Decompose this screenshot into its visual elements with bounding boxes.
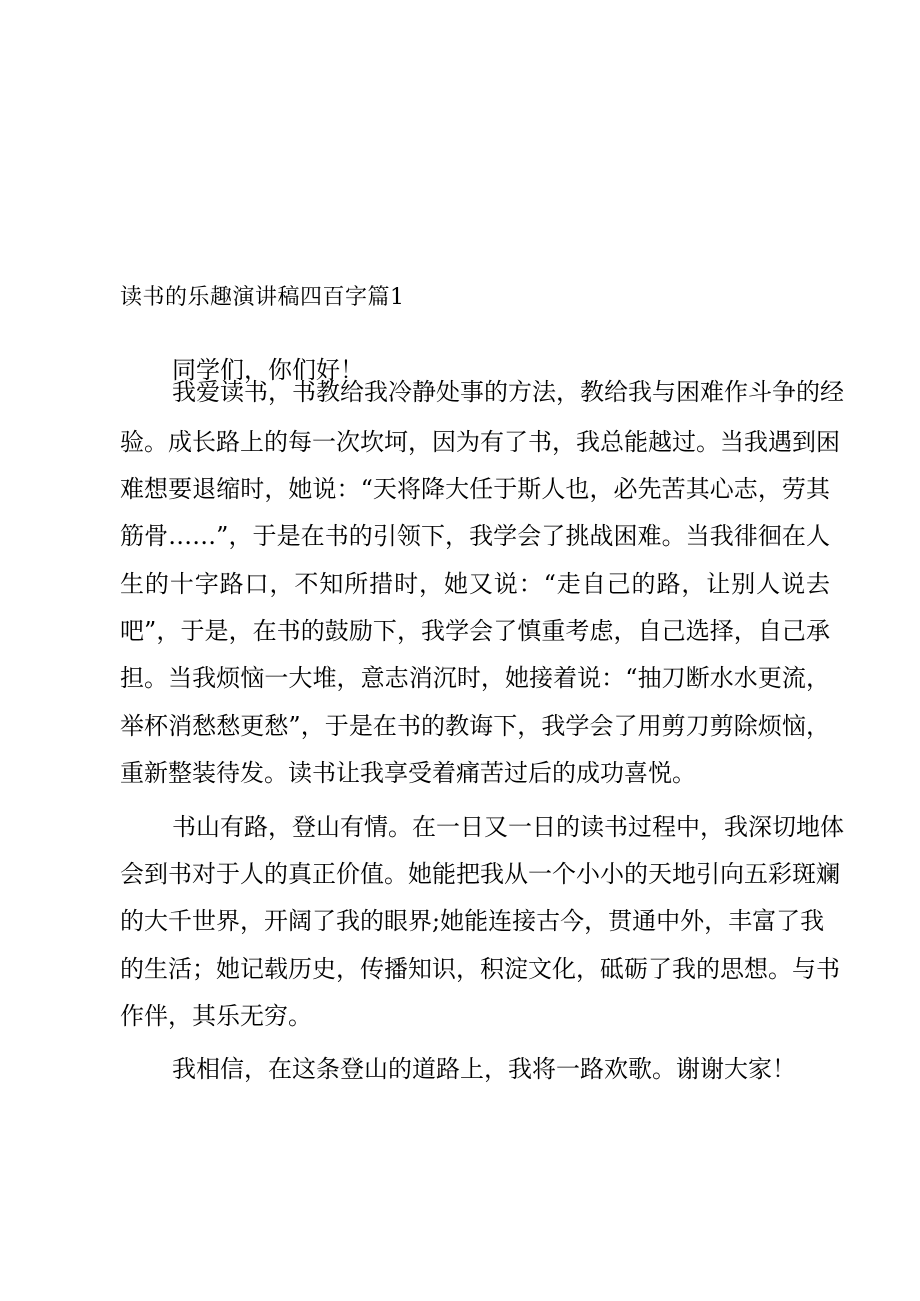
paragraph1-line: 重新整装待发。读书让我享受着痛苦过后的成功喜悦。 <box>120 759 696 787</box>
paragraph2-line: 会到书对于人的真正价值。她能把我从一个小小的天地引向五彩斑斓 <box>120 860 840 888</box>
paragraph2-line: 的生活；她记载历史，传播知识，积淀文化，砥砺了我的思想。与书 <box>120 955 840 983</box>
paragraph1-line: 我爱读书，书教给我冷静处事的方法，教给我与困难作斗争的经 <box>172 378 844 406</box>
paragraph1-line: 举杯消愁愁更愁”，于是在书的教诲下，我学会了用剪刀剪除烦恼， <box>120 712 830 740</box>
paragraph1-line: 担。当我烦恼一大堆，意志消沉时，她接着说：“抽刀断水水更流， <box>120 664 830 692</box>
paragraph2-line: 书山有路，登山有情。在一日又一日的读书过程中，我深切地体 <box>172 813 844 841</box>
paragraph1-line: 难想要退缩时，她说：“天将降大任于斯人也，必先苦其心志，劳其 <box>120 475 830 503</box>
paragraph1-line: 筋骨……”，于是在书的引领下，我学会了挑战困难。当我徘徊在人 <box>120 522 830 550</box>
paragraph1-line: 生的十字路口，不知所措时，她又说：“走自己的路，让别人说去 <box>120 570 830 598</box>
paragraph1-line: 验。成长路上的每一次坎坷，因为有了书，我总能越过。当我遇到困 <box>120 428 840 456</box>
document-title: 读书的乐趣演讲稿四百字篇1 <box>120 285 405 310</box>
greeting-line: 同学们，你们好！ <box>172 356 364 384</box>
paragraph2-line: 的大千世界，开阔了我的眼界;她能连接古今，贯通中外，丰富了我 <box>120 907 825 935</box>
paragraph1-line: 吧”，于是，在书的鼓励下，我学会了慎重考虑，自己选择，自己承 <box>120 617 830 645</box>
paragraph2-line: 作伴，其乐无穷。 <box>120 1002 312 1030</box>
closing-line: 我相信，在这条登山的道路上，我将一路欢歌。谢谢大家！ <box>172 1055 796 1083</box>
